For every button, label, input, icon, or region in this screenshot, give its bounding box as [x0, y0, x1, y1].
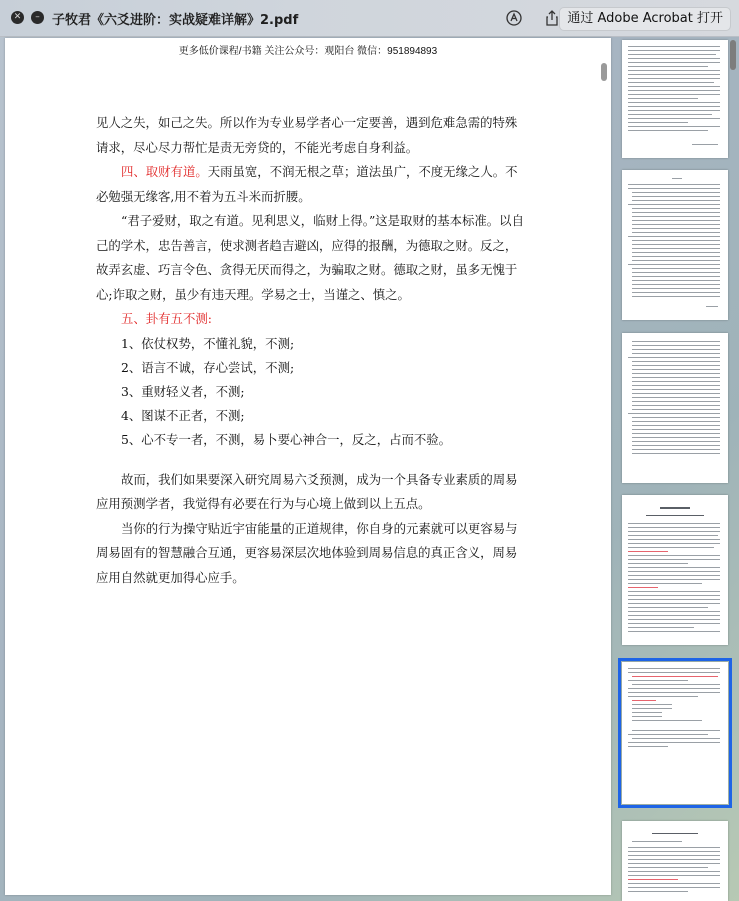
- title-bar: [0, 0, 739, 37]
- heading-4: 四、取财有道。: [121, 164, 208, 179]
- page-thumbnail[interactable]: [622, 40, 728, 158]
- thumbnail-sidebar: [614, 36, 739, 901]
- list-item: 3、重财轻义者，不测;: [121, 383, 245, 399]
- page-header: 更多低价课程/书籍 关注公众号：观阳台 微信：951894893: [178, 46, 438, 57]
- page-body: [96, 111, 524, 590]
- page-thumbnail[interactable]: [622, 495, 728, 645]
- heading-5: 五、卦有五不测:: [121, 311, 212, 326]
- window-title: 子牧君《六爻进阶：实战疑难详解》2.pdf: [52, 13, 299, 28]
- paragraph-6: 当你的行为操守贴近宇宙能量的正道规律，你自身的元素就可以更容易与周易固有的智慧融合互通，更容易深层次地体验到周易信息的真正含义，周易应用自然就更加得心应手。: [96, 520, 518, 585]
- share-icon[interactable]: [543, 9, 561, 27]
- paragraph-1: 见人之失，如己之失。所以作为专业易学者心一定要善，遇到危难急需的特殊请求，尽心尽力帮忙是责无旁贷的，不能光考虑自身利益。: [96, 115, 518, 155]
- page-thumbnail[interactable]: [622, 170, 728, 320]
- pdf-page: [5, 38, 611, 895]
- markup-icon[interactable]: [505, 9, 523, 27]
- page-scrollbar[interactable]: [601, 63, 607, 81]
- paragraph-2: [96, 160, 524, 209]
- page-thumbnail-current[interactable]: [622, 662, 728, 804]
- list-item: 2、语言不诚，存心尝试，不测;: [121, 359, 295, 375]
- open-in-acrobat-button[interactable]: 通过 Adobe Acrobat 打开: [559, 7, 731, 31]
- page-thumbnail[interactable]: [622, 821, 728, 901]
- page-thumbnail[interactable]: [622, 333, 728, 483]
- list-item: 5、心不专一者，不测，易卜要心神合一，反之，占而不验。: [121, 431, 452, 447]
- minimize-icon[interactable]: –: [31, 11, 44, 24]
- paragraph-5: 故而，我们如果要深入研究周易六爻预测，成为一个具备专业素质的周易应用预测学者，我觉得有必要在行为与心境上做到以上五点。: [96, 471, 518, 511]
- paragraph-3: “君子爱财，取之有道。见利思义，临财上得。”这是取财的基本标准。以自己的学术，忠告善言，使求测者趋吉避凶，应得的报酬，为德取之财。反之，故弄玄虚、巧言令色、贪得无厌而得之，为骗取之财。德取之财，虽多无愧于心;诈取之财，虽少有违天理。学易之士，当谨之、慎之。: [96, 213, 524, 302]
- list-item: 1、依仗权势，不懂礼貌，不测;: [121, 335, 295, 351]
- close-icon[interactable]: ✕: [11, 11, 24, 24]
- paragraph-2-text: 天雨虽宽，不润无根之草；道法虽广，不度无缘之人。不必勉强无缘客,用不着为五斗米而折腰。: [96, 164, 518, 204]
- sidebar-scrollbar[interactable]: [730, 40, 736, 70]
- list-item: 4、图谋不正者，不测;: [121, 407, 245, 423]
